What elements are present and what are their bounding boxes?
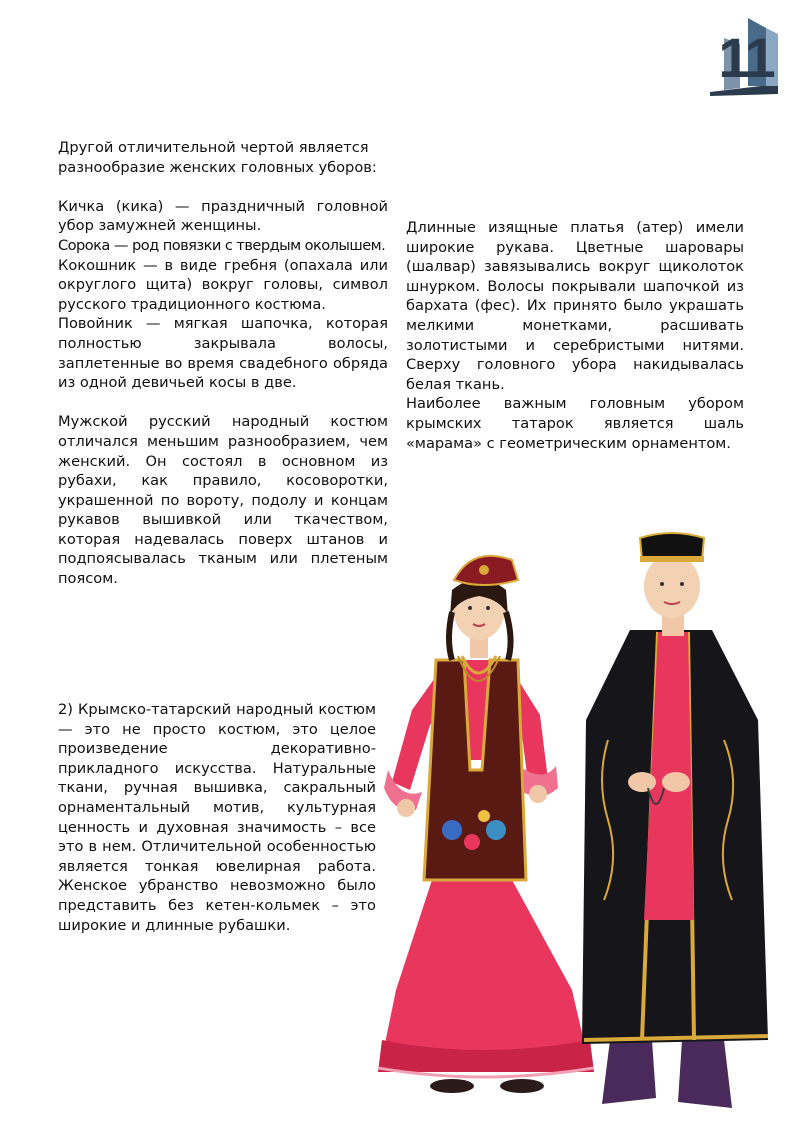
kokoshnik-text: Кокошник — в виде гребня (опахала или округлого щита) вокруг головы, символ русского традиционного костюма. [58, 256, 388, 313]
left-column-top [58, 138, 388, 589]
soroka-text: Сорока — род повязки с твердым околышем. [58, 236, 386, 254]
right-column-top [406, 218, 744, 453]
povoynik-text: Повойник — мягкая шапочка, которая полностью закрывала волосы, заплетенные во время свадебного обряда из одной девичьей косы в две. [58, 315, 388, 392]
dress-text: Длинные изящные платья (атер) имели широкие рукава. Цветные шаровары (шалвар) завязывались вокруг щиколоток шнурком. Волосы покрывали шапочкой из бархата (фес). Их принято было украшать мелкими монетками, расшивать золотистыми и серебристыми нитями. Сверху головного убора накидывалась белая ткань. [406, 219, 744, 393]
costume-illustration [372, 520, 800, 1132]
page-number: 11 [718, 26, 774, 89]
shawl-text: Наиболее важным головным убором крымских татарок является шаль «марама» с геометрическим орнаментом. [406, 395, 744, 452]
headwear-intro: Другой отличительной чертой является разнообразие женских головных уборов: [58, 139, 377, 176]
kichka-text: Кичка (кика) — праздничный головной убор замужней женщины. [58, 197, 388, 235]
male-costume-text: Мужской русский народный костюм отличался меньшим разнообразием, чем женский. Он состоял в основном из рубахи, как правило, косоворотки, украшенной по вороту, подолу и концам рукавов вышивкой или ткачеством, которая надевалась поверх штанов и подпоясывалась тканым или плетеным поясом. [58, 413, 388, 588]
man-figure [582, 533, 768, 1108]
crimean-costume-text: 2) Крымско-татарский народный костюм — это не просто костюм, это целое произведение декоративно-прикладного искусства. Натуральные ткани, ручная вышивка, сакральный орнаментальный мотив, культурная ценность и духовная значимость – все это в нем. Отличительной особенностью является тонкая ювелирная работа. Женское убранство невозможно было представить без кетен-кольмек – это широкие и длинные рубашки. [58, 701, 376, 934]
woman-figure [378, 556, 594, 1093]
left-column-bottom [58, 700, 376, 935]
